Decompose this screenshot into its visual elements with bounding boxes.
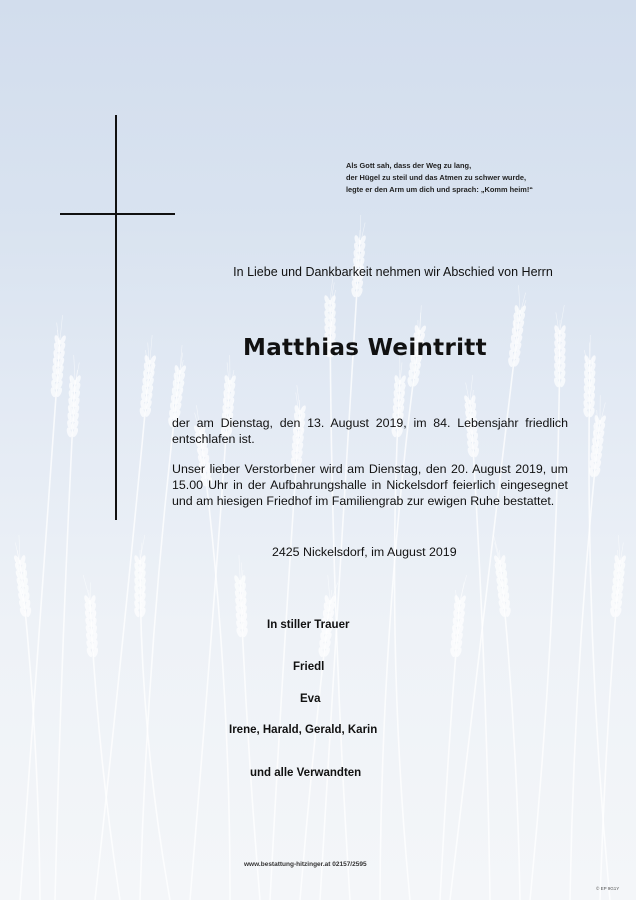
mourning-heading: In stiller Trauer: [267, 619, 350, 631]
poem-line: Als Gott sah, dass der Weg zu lang,: [346, 161, 472, 170]
mourner-name: Eva: [300, 693, 321, 705]
memorial-poem: [346, 160, 596, 196]
cross-horizontal-bar: [60, 213, 175, 215]
funeral-details-paragraph: Unser lieber Verstorbener wird am Dienstag, den 20. August 2019, um 15.00 Uhr in der Aufbahrungshalle in Nickelsdorf feierlich eingesegnet und am hiesigen Friedhof im Familiengrab zur ewigen Ruhe bestattet.: [172, 462, 568, 508]
mourning-closing: und alle Verwandten: [250, 767, 362, 779]
poem-line: legte er den Arm um dich und sprach: „Komm heim!“: [346, 185, 533, 194]
place-and-date: 2425 Nickelsdorf, im August 2019: [272, 545, 457, 559]
mourner-name: Irene, Harald, Gerald, Karin: [229, 724, 378, 736]
cross-vertical-bar: [115, 115, 117, 520]
print-code: © EP 9G1Y: [596, 886, 620, 891]
mourner-name: Friedl: [293, 661, 325, 673]
poem-line: der Hügel zu steil und das Atmen zu schwer wurde,: [346, 173, 527, 182]
funeral-home-contact: www.bestattung-hitzinger.at 02157/2595: [244, 861, 367, 868]
death-notice-paragraph: der am Dienstag, den 13. August 2019, im 84. Lebensjahr friedlich entschlafen ist.: [172, 416, 568, 446]
deceased-name: Matthias Weintritt: [243, 335, 487, 361]
farewell-intro: In Liebe und Dankbarkeit nehmen wir Abschied von Herrn: [233, 265, 553, 279]
